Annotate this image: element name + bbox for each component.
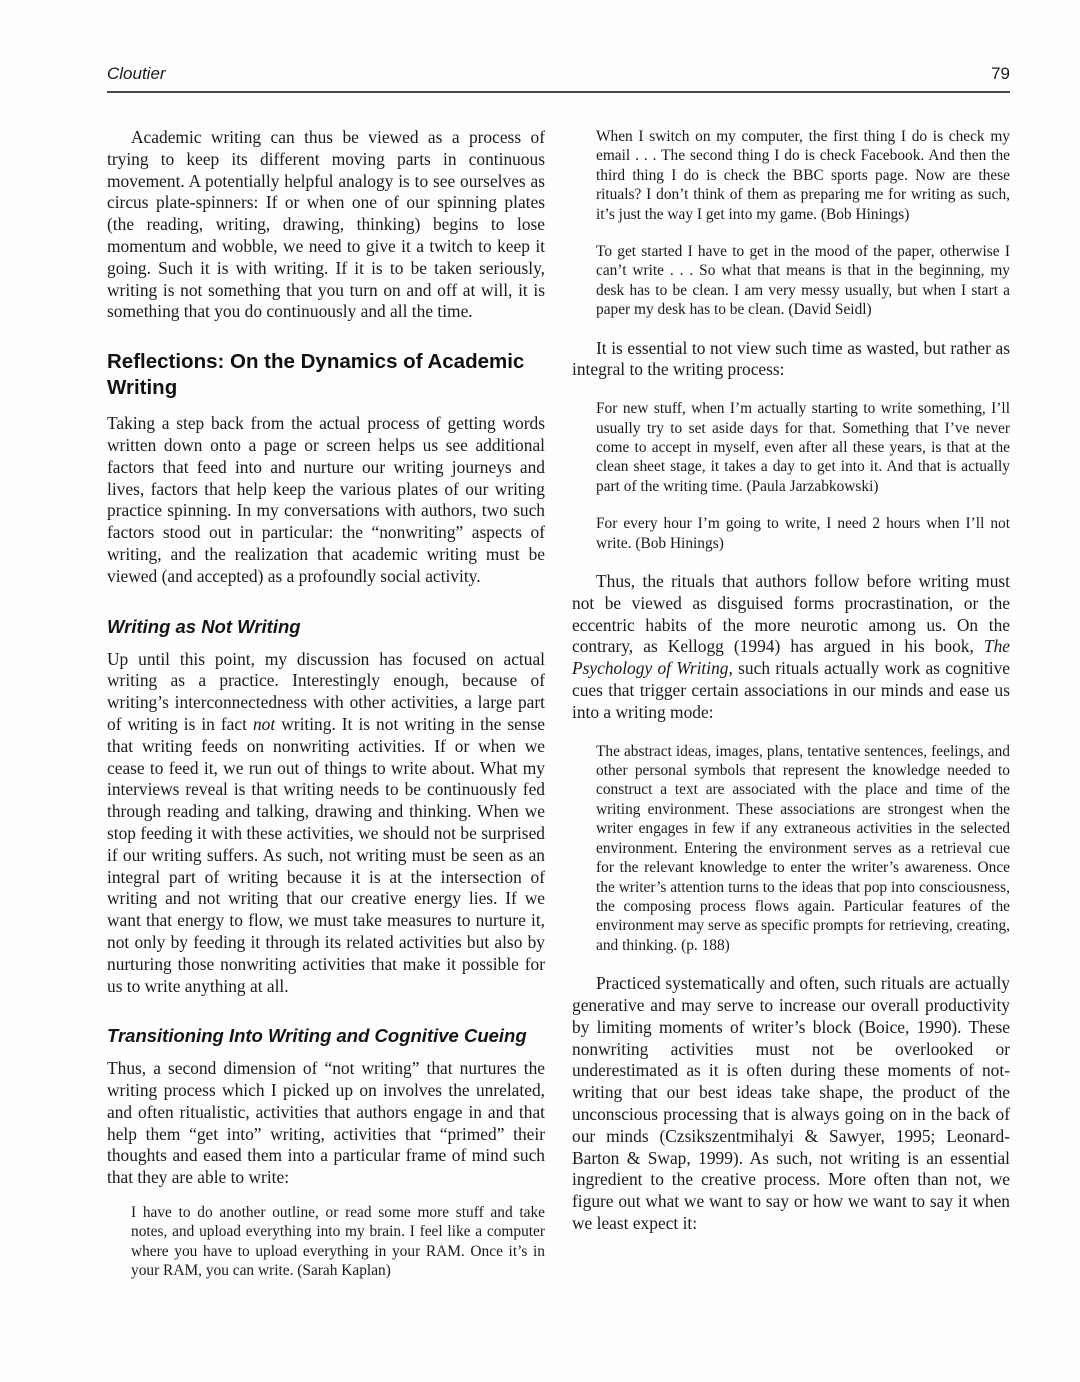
block-quote-kellogg-p188: The abstract ideas, images, plans, tentative sentences, feelings, and other personal symbols that represent the knowledge needed to construct a text are associated with the place and time of the writing environment. These associations are strongest when the writer engages in few if any extraneous activities in the selected environment. Entering the environment serves as a retrieval cue for the relevant knowledge to enter the writer’s awareness. Once the writer’s attention turns to the ideas that pop into consciousness, the composing process flows again. Particular features of the environment may serve as specific prompts for retrieving, creating, and thinking. (p. 188) xyxy=(596,742,1010,954)
running-head xyxy=(107,64,1010,93)
right-column xyxy=(572,127,1010,1295)
paragraph-practiced-systematically: Practiced systematically and often, such rituals are actually generative and may serve to increase our overall productivity by limiting moments of writer’s block (Boice, 1990). These nonwriting activities must not be overlooked or underestimated as it is often during these moments of not-writing that our best ideas take shape, the product of the unconscious processing that is always going on in the back of our minds (Czsikszentmihalyi & Sawyer, 1995; Leonard-Barton & Swap, 1999). As such, not writing is an essential ingredient to the creative process. More often than not, we figure out what we want to say or how we want to say it when we least expect it: xyxy=(572,973,1010,1233)
subsection-heading-writing-as-not-writing: Writing as Not Writing xyxy=(107,615,301,637)
block-quote-paula-jarzabkowski: For new stuff, when I’m actually starting to write something, I’ll usually try to set aside days for that. Something that I’ve never come to accept in myself, even after all these years, is that at the clean sheet stage, it takes a day to get into it. And that is actually part of the writing time. (Paula Jarzabkowski) xyxy=(596,400,1010,495)
paragraph-up-until-this-point xyxy=(107,649,545,998)
block-quote-david-seidl: To get started I have to get in the mood of the paper, otherwise I can’t write . . . So what that means is that in the beginning, my desk has to be clean. I am very messy usually, but when I start a paper my desk has to be clean. (David Seidl) xyxy=(596,243,1010,319)
subsection-heading-transitioning: Transitioning Into Writing and Cognitive Cueing xyxy=(107,1025,527,1047)
paragraph-text: writing. It is not writing in the sense that writing feeds on nonwriting activities. If or when we cease to feed it, we run out of things to write about. What my interviews reveal is that writing needs to be continuously fed through reading and talking, drawing and thinking. When we stop feeding it with these activities, we should not be surprised if our writing suffers. As such, not writing must be seen as an integral part of writing because it is at the intersection of writing and not writing that our creative energy lies. If we want that energy to flow, we must take measures to nurture it, not only by feeding it through its related activities but also by nurturing those nonwriting activities that make it possible for us to write anything at all. xyxy=(107,713,545,996)
section-heading-reflections: Reflections: On the Dynamics of Academic Writing xyxy=(107,350,525,400)
paragraph-text: Up until this point, my discussion has focused on actual writing as a practice. Interestingly enough, because of writing’s interconnectedness with other activities, a large part of writing is in fact xyxy=(107,648,545,734)
paragraph-taking-a-step-back: Taking a step back from the actual process of getting words written down onto a page or screen helps us see additional factors that feed into and nurture our writing journeys and lives, factors that help keep the various plates of our writing practice spinning. In my conversations with authors, two such factors stood out in particular: the “nonwriting” aspects of writing, and the realization that academic writing must be viewed (and accepted) as a profoundly social activity. xyxy=(107,413,545,586)
two-column-layout xyxy=(107,127,1010,1295)
paragraph-thus-the-rituals xyxy=(572,571,1010,724)
page-number: 79 xyxy=(991,64,1010,83)
paragraph-text: Thus, the rituals that authors follow before writing must not be viewed as disguised forms procrastination, or the eccentric habits of the more neurotic among us. On the contrary, as Kellogg (1994) has argued in his book, xyxy=(572,571,1010,657)
block-quote-bob-hinings-1: When I switch on my computer, the first thing I do is check my email . . . The second thing I do is check Facebook. And then the third thing I do is check the BBC sports page. Now are these rituals? I don’t think of them as preparing me for writing as such, it’s just the way I get into my game. (Bob Hinings) xyxy=(596,128,1010,223)
paragraph-second-dimension: Thus, a second dimension of “not writing” that nurtures the writing process which I picked up on involves the unrelated, and often ritualistic, activities that authors engage in and that help them “get into” writing, activities that “primed” their thoughts and eased them into a particular frame of mind such that they are able to write: xyxy=(107,1058,545,1188)
paragraph-academic-writing: Academic writing can thus be viewed as a process of trying to keep its different moving parts in continuous movement. A potentially helpful analogy is to see ourselves as circus plate-spinners: If or when one of our spinning plates (the reading, writing, drawing, thinking) begins to lose momentum and wobble, we need to give it a twitch to keep it going. Such it is with writing. If it is to be taken seriously, writing is not something that you turn on and off at will, it is something that you do continuously and all the time. xyxy=(107,127,545,322)
italic-word: not xyxy=(252,713,276,734)
paragraph-it-is-essential: It is essential to not view such time as wasted, but rather as integral to the writing process: xyxy=(572,337,1010,380)
block-quote-sarah-kaplan: I have to do another outline, or read some more stuff and take notes, and upload everything into my brain. I feel like a computer where you have to upload everything in your RAM. Once it’s in your RAM, you can write. (Sarah Kaplan) xyxy=(131,1204,545,1280)
paragraph-text: , such rituals actually work as cognitive cues that trigger certain associations in our minds and ease us into a writing mode: xyxy=(572,658,1011,722)
block-quote-bob-hinings-2: For every hour I’m going to write, I need 2 hours when I’ll not write. (Bob Hinings) xyxy=(596,515,1010,552)
left-column xyxy=(107,127,545,1295)
italic-book-title: The Psychology of Writing xyxy=(572,636,1010,679)
running-head-author: Cloutier xyxy=(107,64,166,83)
